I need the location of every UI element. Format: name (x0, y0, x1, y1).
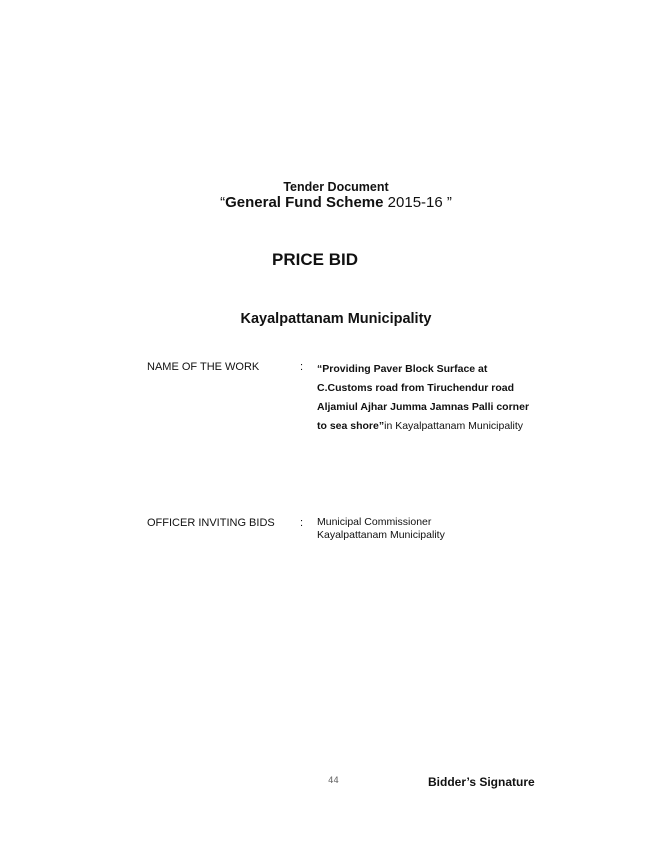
organization-name: Kayalpattanam Municipality (240, 311, 432, 327)
officer-organization: Kayalpattanam Municipality (317, 529, 445, 541)
scheme-open-quote: “ (220, 194, 226, 211)
officer-title: Municipal Commissioner (317, 516, 432, 528)
officer-label: OFFICER INVITING BIDS (147, 517, 275, 529)
name-of-work-colon: : (300, 361, 304, 373)
work-line-4: to sea shore”in Kayalpattanam Municipality (317, 420, 524, 432)
officer-colon: : (300, 517, 304, 529)
name-of-work-value (317, 360, 557, 436)
scheme-year: 2015-16 ” (383, 194, 452, 211)
work-line-3: Aljamiul Ajhar Jumma Jamnas Palli corner (317, 401, 530, 413)
bidder-signature-label: Bidder’s Signature (428, 775, 535, 789)
work-line-2: C.Customs road from Tiruchendur road (317, 382, 514, 394)
scheme-title (0, 194, 650, 211)
name-of-work-label: NAME OF THE WORK (147, 361, 260, 373)
page-title: PRICE BID (272, 250, 358, 269)
page-number: 44 (328, 776, 339, 786)
scheme-name: General Fund Scheme (225, 194, 384, 211)
work-line-1: “Providing Paver Block Surface at (317, 363, 488, 375)
officer-value (317, 516, 445, 542)
document-type: Tender Document (283, 180, 389, 194)
